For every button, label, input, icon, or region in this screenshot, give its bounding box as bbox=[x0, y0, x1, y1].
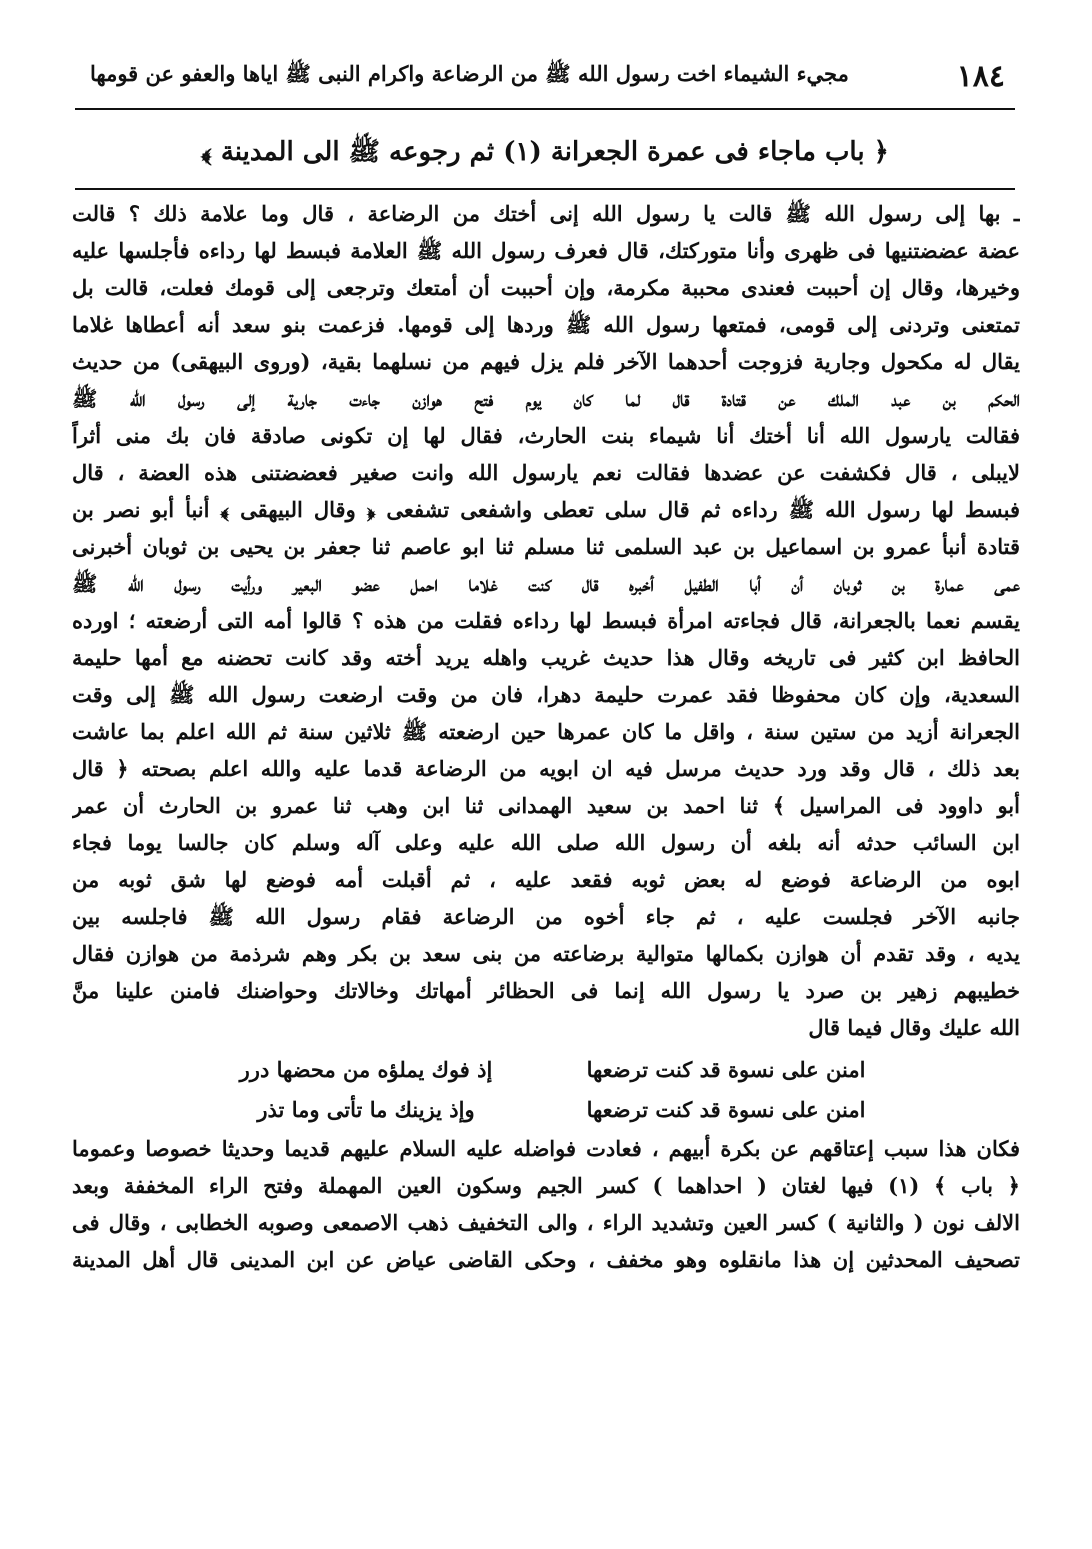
poem-verse bbox=[72, 1050, 1020, 1090]
poem bbox=[72, 1050, 1020, 1130]
closing-lines bbox=[72, 1130, 1020, 1278]
text-line: فكان هذا سبب إعتاقهم عن بكرة أبيهم ، فعادت فواضله عليه السلام عليهم قديما وحديثا خصوصا وعموما bbox=[72, 1136, 1020, 1161]
text-line: بعد ذلك ، قال وقد ورد حديث مرسل فيه ان ابويه من الرضاعة قدما عليه والله اعلم بصحته ﴿ قال bbox=[72, 756, 1020, 781]
text-line: قتادة أنبأ عمرو بن اسماعيل بن عبد السلمى ثنا مسلم ثنا ابو عاصم ثنا جعفر بن يحيى بن ثوبان أخبرنى bbox=[72, 534, 1020, 559]
text-line: فقالت يارسول الله أنا أختك أنا شيماء بنت الحارث، فقال لها إن تكونى صادقة فان بك منى أثراً bbox=[72, 423, 1020, 448]
header-rule bbox=[75, 108, 1015, 110]
text-line: يديه ، وقد تقدم أن هوازن بكمالها متوالية برضاعته من بنى سعد بن بكر وهم شرذمة من هوازن فقال bbox=[72, 941, 1020, 966]
chapter-rule bbox=[75, 188, 1015, 190]
footnote-line: تصحيف المحدثين إن هذا مانقلوه وهو مخفف ، وحكى القاضى عياض عن ابن المدينى قال أهل المدينة bbox=[72, 1247, 1020, 1272]
text-line: جانبه الآخر فجلست عليه ، ثم جاء أخوه من الرضاعة فقام رسول الله ﷺ فاجلسه بين bbox=[72, 904, 1020, 929]
text-line: ابوه من الرضاعة فوضع له بعض ثوبه فقعد عليه ، ثم أقبلت أمه فوضع لها شق ثوبه من bbox=[72, 867, 1020, 892]
text-line: عمى عمارة بن ثوبان أن أبا الطفيل أخبره قال كنت غلاما احمل عضو البعير ورأيت رسول الله ﷺ bbox=[72, 571, 1020, 596]
text-line: الحكم بن عبد الملك عن قتادة قال لما كان يوم فتح هوازن جاءت جارية إلى رسول الله ﷺ bbox=[72, 386, 1020, 411]
text-line: الجعرانة أزيد من ستين سنة ، واقل ما كان عمرها حين ارضعته ﷺ ثلاثين سنة ثم الله اعلم بما عاشت bbox=[72, 719, 1020, 744]
text-line: عضة عضضتنيها فى ظهرى وأنا متوركتك، قال فعرف رسول الله ﷺ العلامة فبسط لها رداءه فأجلسها عليه bbox=[72, 238, 1020, 263]
footnote-line: ﴿ باب ﴾ (١) فيها لغتان ( احداهما ) كسر الجيم وسكون العين المهملة وفتح الراء المخففة وبعد bbox=[72, 1173, 1020, 1198]
text-line: الله عليك وقال فيما قال bbox=[808, 1015, 1020, 1040]
page-number: ١٨٤ bbox=[956, 58, 1005, 94]
text-line: خطيبهم زهير بن صرد يا رسول الله إنما فى الحظائر أمهاتك وخالاتك وحواضنك فامنن علينا منَّ bbox=[72, 978, 1020, 1003]
verse-hemistich-first: امنن على نسوة قد كنت ترضعها bbox=[586, 1057, 866, 1082]
text-line: يقال له مكحول وجارية فزوجت أحدهما الآخر فلم يزل فيهم من نسلهما بقية، (وروى البيهقى) من حديث bbox=[72, 349, 1020, 374]
text-line: أبو داوود فى المراسيل ﴾ ثنا احمد بن سعيد الهمدانى ثنا ابن وهب ثنا عمرو بن الحارث أن عمر bbox=[72, 793, 1020, 818]
chapter-title: ﴿ باب ماجاء فى عمرة الجعرانة (١) ثم رجوعه ﷺ الى المدينة ﴾ bbox=[201, 137, 889, 167]
text-line: ـ بها إلى رسول الله ﷺ قالت يا رسول الله إنى أختك من الرضاعة ، قال وما علامة ذلك ؟ قالت bbox=[72, 201, 1020, 226]
verse-hemistich-second: إذ فوك يملؤه من محضها درر bbox=[239, 1057, 493, 1082]
body-lines bbox=[72, 195, 1020, 1046]
verse-hemistich-first: امنن على نسوة قد كنت ترضعها bbox=[586, 1097, 866, 1122]
text-line: وخيرها، وقال إن أحببت فعندى محببة مكرمة، وإن أحببت أن أمتعك وترجعى إلى قومك فعلت، قالت بل bbox=[72, 275, 1020, 300]
text-line: فبسط لها رسول الله ﷺ رداءه ثم قال سلى تعطى واشفعى تشفعى ﴿ وقال البيهقى ﴾ أنبأ أبو نصر بن bbox=[72, 497, 1020, 522]
verse-hemistich-second: وإذ يزينك ما تأتى وما تذر bbox=[257, 1097, 475, 1122]
text-line: لايبلى ، قال فكشفت عن عضدها فقالت نعم يارسول الله وانت صغير فعضضتنى هذه العضة ، قال bbox=[72, 460, 1020, 485]
text-line: تمتعنى وتردنى إلى قومى، فمتعها رسول الله ﷺ وردها إلى قومها. فزعمت بنو سعد أنه أعطاها غلاما bbox=[72, 312, 1020, 337]
footnote-line: الالف نون ( والثانية ) كسر العين وتشديد الراء ، والى التخفيف ذهب الاصمعى وصوبه الخطابى ، وقال فى bbox=[72, 1210, 1020, 1235]
text-line: يقسم نعما بالجعرانة، قال فجاءته امرأة فبسط لها رداءه فقلت من هذه ؟ قالوا أمه التى أرضعته ؛ اورده bbox=[72, 608, 1020, 633]
poem-verse bbox=[72, 1090, 1020, 1130]
text-line: ابن السائب حدثه أنه بلغه أن رسول الله صلى الله عليه وعلى آله وسلم كان جالسا يوما فجاء bbox=[72, 830, 1020, 855]
body-text bbox=[72, 195, 1020, 1278]
text-line: السعدية، وإن كان محفوظا فقد عمرت حليمة دهرا، فان من وقت ارضعت رسول الله ﷺ إلى وقت bbox=[72, 682, 1020, 707]
text-line: الحافظ ابن كثير فى تاريخه وقال هذا حديث غريب واهله يريد أخته وقد كانت تحضنه مع أمها حليمة bbox=[72, 645, 1020, 670]
running-head: مجيء الشيماء اخت رسول الله ﷺ من الرضاعة واكرام النبى ﷺ اياها والعفو عن قومها bbox=[90, 60, 849, 86]
page-header bbox=[90, 50, 1005, 102]
